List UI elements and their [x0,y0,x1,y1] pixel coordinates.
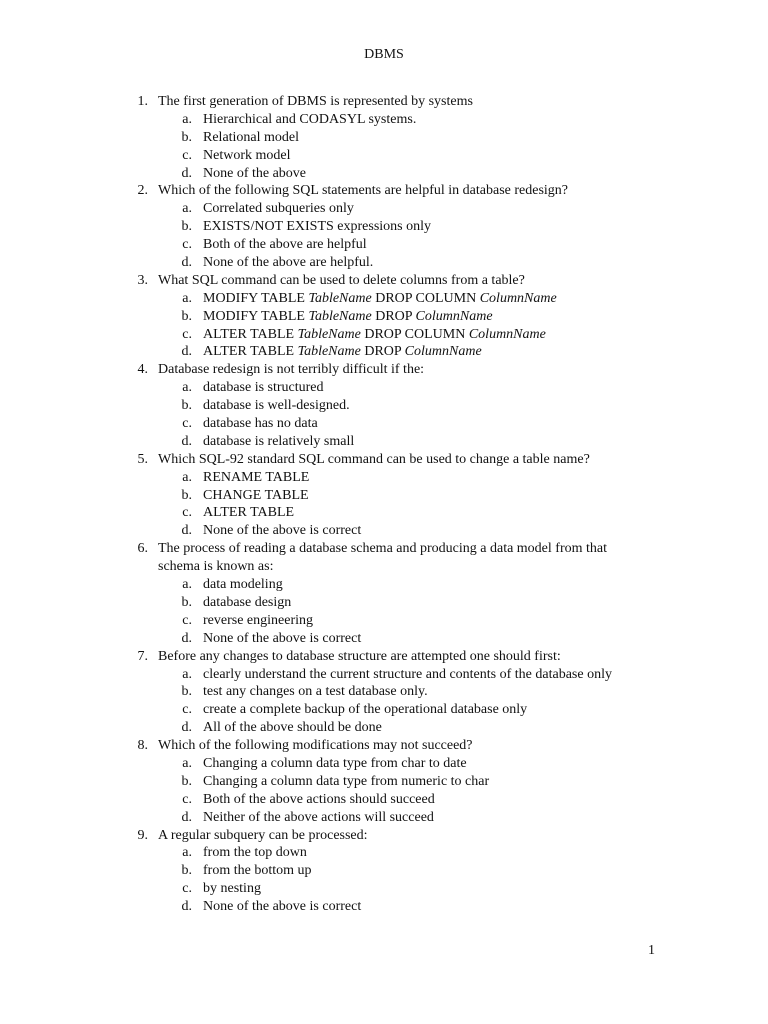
option-text: by nesting [203,881,261,897]
question-line [0,737,768,755]
option-text-italic: ColumnName [404,344,482,360]
option-text [203,326,546,344]
answer-option [0,129,768,147]
answer-option [0,594,768,612]
answer-option [0,898,768,916]
question-number: 9. [137,827,148,843]
answer-option [0,755,768,773]
question-text: Which of the following modifications may not succeed? [158,738,473,754]
option-text: database has no data [203,416,318,432]
option-text: Changing a column data type from char to date [203,755,467,771]
question-line [0,648,768,666]
option-text [203,290,557,308]
answer-option [0,504,768,522]
question-text: Before any changes to database structure are attempted one should first: [158,648,561,664]
option-letter: a. [182,111,192,127]
option-text-italic: ColumnName [468,326,546,342]
option-text: database is well-designed. [203,398,350,414]
question-text: What SQL command can be used to delete columns from a table? [158,272,525,288]
option-letter: c. [182,147,192,163]
answer-option [0,308,768,326]
option-letter: b. [181,219,192,235]
question-line [0,93,768,111]
answer-option [0,433,768,451]
option-letter: b. [181,684,192,700]
answer-option [0,701,768,719]
option-text: None of the above is correct [203,630,362,646]
option-letter: a. [182,469,192,485]
question-number: 6. [137,541,148,557]
answer-option [0,862,768,880]
option-text-segment: DROP [371,308,416,324]
option-letter: a. [182,845,192,861]
option-text: None of the above are helpful. [203,255,374,271]
option-text: Both of the above are helpful [203,237,367,253]
option-letter: a. [182,380,192,396]
answer-option [0,683,768,701]
question-list [0,93,768,916]
option-text-segment: ALTER TABLE [203,326,298,342]
question-line [0,361,768,379]
option-text: from the top down [203,845,307,861]
answer-option [0,111,768,129]
option-text: database is relatively small [203,433,355,449]
question-line-continued [0,558,768,576]
option-text: data modeling [203,577,283,593]
option-text: Correlated subqueries only [203,201,354,217]
answer-option [0,469,768,487]
option-text-segment: MODIFY TABLE [203,308,309,324]
answer-option [0,576,768,594]
option-text: CHANGE TABLE [203,487,309,503]
option-letter: b. [181,863,192,879]
question-text: The first generation of DBMS is represented by systems [158,94,473,109]
option-letter: c. [182,881,192,897]
question-line [0,272,768,290]
question-number: 8. [137,738,148,754]
option-text: All of the above should be done [203,720,382,736]
option-text-segment: MODIFY TABLE [203,290,309,306]
option-text [203,343,482,361]
option-text: None of the above is correct [203,523,362,539]
question-text: schema is known as: [158,559,274,575]
answer-option [0,165,768,183]
option-text: RENAME TABLE [203,469,310,485]
question-number: 1. [137,94,148,109]
option-text-italic: TableName [308,290,372,306]
option-text: Changing a column data type from numeric to char [203,773,490,789]
question-number: 2. [137,183,148,199]
option-letter: c. [182,326,192,342]
option-letter: c. [182,237,192,253]
answer-option [0,218,768,236]
option-text-italic: TableName [308,308,372,324]
option-letter: b. [181,773,192,789]
option-letter: d. [181,523,192,539]
option-text: test any changes on a test database only. [203,684,428,700]
question-text: The process of reading a database schema and producing a data model from that [158,541,607,557]
option-letter: b. [181,398,192,414]
option-letter: d. [181,809,192,825]
answer-option [0,254,768,272]
question-line [0,827,768,845]
option-text-segment: DROP COLUMN [371,290,480,306]
question-line [0,540,768,558]
option-text: database is structured [203,380,324,396]
question-number: 7. [137,648,148,664]
question-number: 4. [137,362,148,378]
question-text: Which SQL-92 standard SQL command can be used to change a table name? [158,451,590,467]
option-text-segment: DROP [360,344,405,360]
option-text: ALTER TABLE [203,505,295,521]
answer-option [0,343,768,361]
answer-option [0,487,768,505]
option-letter: d. [181,255,192,271]
option-letter: d. [181,630,192,646]
option-letter: b. [181,487,192,503]
answer-option [0,236,768,254]
option-text: Hierarchical and CODASYL systems. [203,111,417,127]
page-title: DBMS [364,47,404,62]
option-text: database design [203,594,292,610]
page-number: 1 [648,943,655,958]
option-letter: b. [181,308,192,324]
option-letter: a. [182,290,192,306]
option-text-italic: ColumnName [415,308,493,324]
answer-option [0,844,768,862]
option-text: None of the above [203,165,307,181]
option-letter: c. [182,416,192,432]
option-letter: b. [181,594,192,610]
answer-option [0,200,768,218]
option-text: Neither of the above actions will succeed [203,809,434,825]
answer-option [0,719,768,737]
option-letter: c. [182,702,192,718]
option-text-italic: TableName [297,326,361,342]
option-text: reverse engineering [203,612,313,628]
answer-option [0,522,768,540]
option-letter: b. [181,129,192,145]
option-text-italic: ColumnName [479,290,557,306]
option-letter: d. [181,433,192,449]
option-letter: c. [182,612,192,628]
question-text: A regular subquery can be processed: [158,827,368,843]
option-text-segment: DROP COLUMN [360,326,469,342]
answer-option [0,415,768,433]
option-text: EXISTS/NOT EXISTS expressions only [203,219,432,235]
question-text: Database redesign is not terribly difficult if the: [158,362,425,378]
option-letter: c. [182,505,192,521]
option-letter: d. [181,344,192,360]
option-text: create a complete backup of the operational database only [203,702,528,718]
answer-option [0,612,768,630]
option-text: clearly understand the current structure and contents of the database only [203,666,612,682]
option-letter: a. [182,755,192,771]
option-text: from the bottom up [203,863,312,879]
option-letter: d. [181,720,192,736]
answer-option [0,809,768,827]
option-text: Network model [203,147,291,163]
question-number: 5. [137,451,148,467]
option-letter: c. [182,791,192,807]
answer-option [0,666,768,684]
question-line [0,182,768,200]
answer-option [0,326,768,344]
question-line [0,451,768,469]
option-text [203,308,493,326]
answer-option [0,630,768,648]
answer-option [0,773,768,791]
option-text: None of the above is correct [203,899,362,915]
question-text: Which of the following SQL statements are helpful in database redesign? [158,183,569,199]
answer-option [0,397,768,415]
question-number: 3. [137,272,148,288]
option-letter: a. [182,577,192,593]
answer-option [0,379,768,397]
option-letter: a. [182,666,192,682]
option-letter: a. [182,201,192,217]
answer-option [0,147,768,165]
option-letter: d. [181,165,192,181]
answer-option [0,880,768,898]
answer-option [0,290,768,308]
option-text-italic: TableName [297,344,361,360]
answer-option [0,791,768,809]
option-text: Both of the above actions should succeed [203,791,435,807]
option-letter: d. [181,899,192,915]
option-text: Relational model [203,129,300,145]
option-text-segment: ALTER TABLE [203,344,298,360]
